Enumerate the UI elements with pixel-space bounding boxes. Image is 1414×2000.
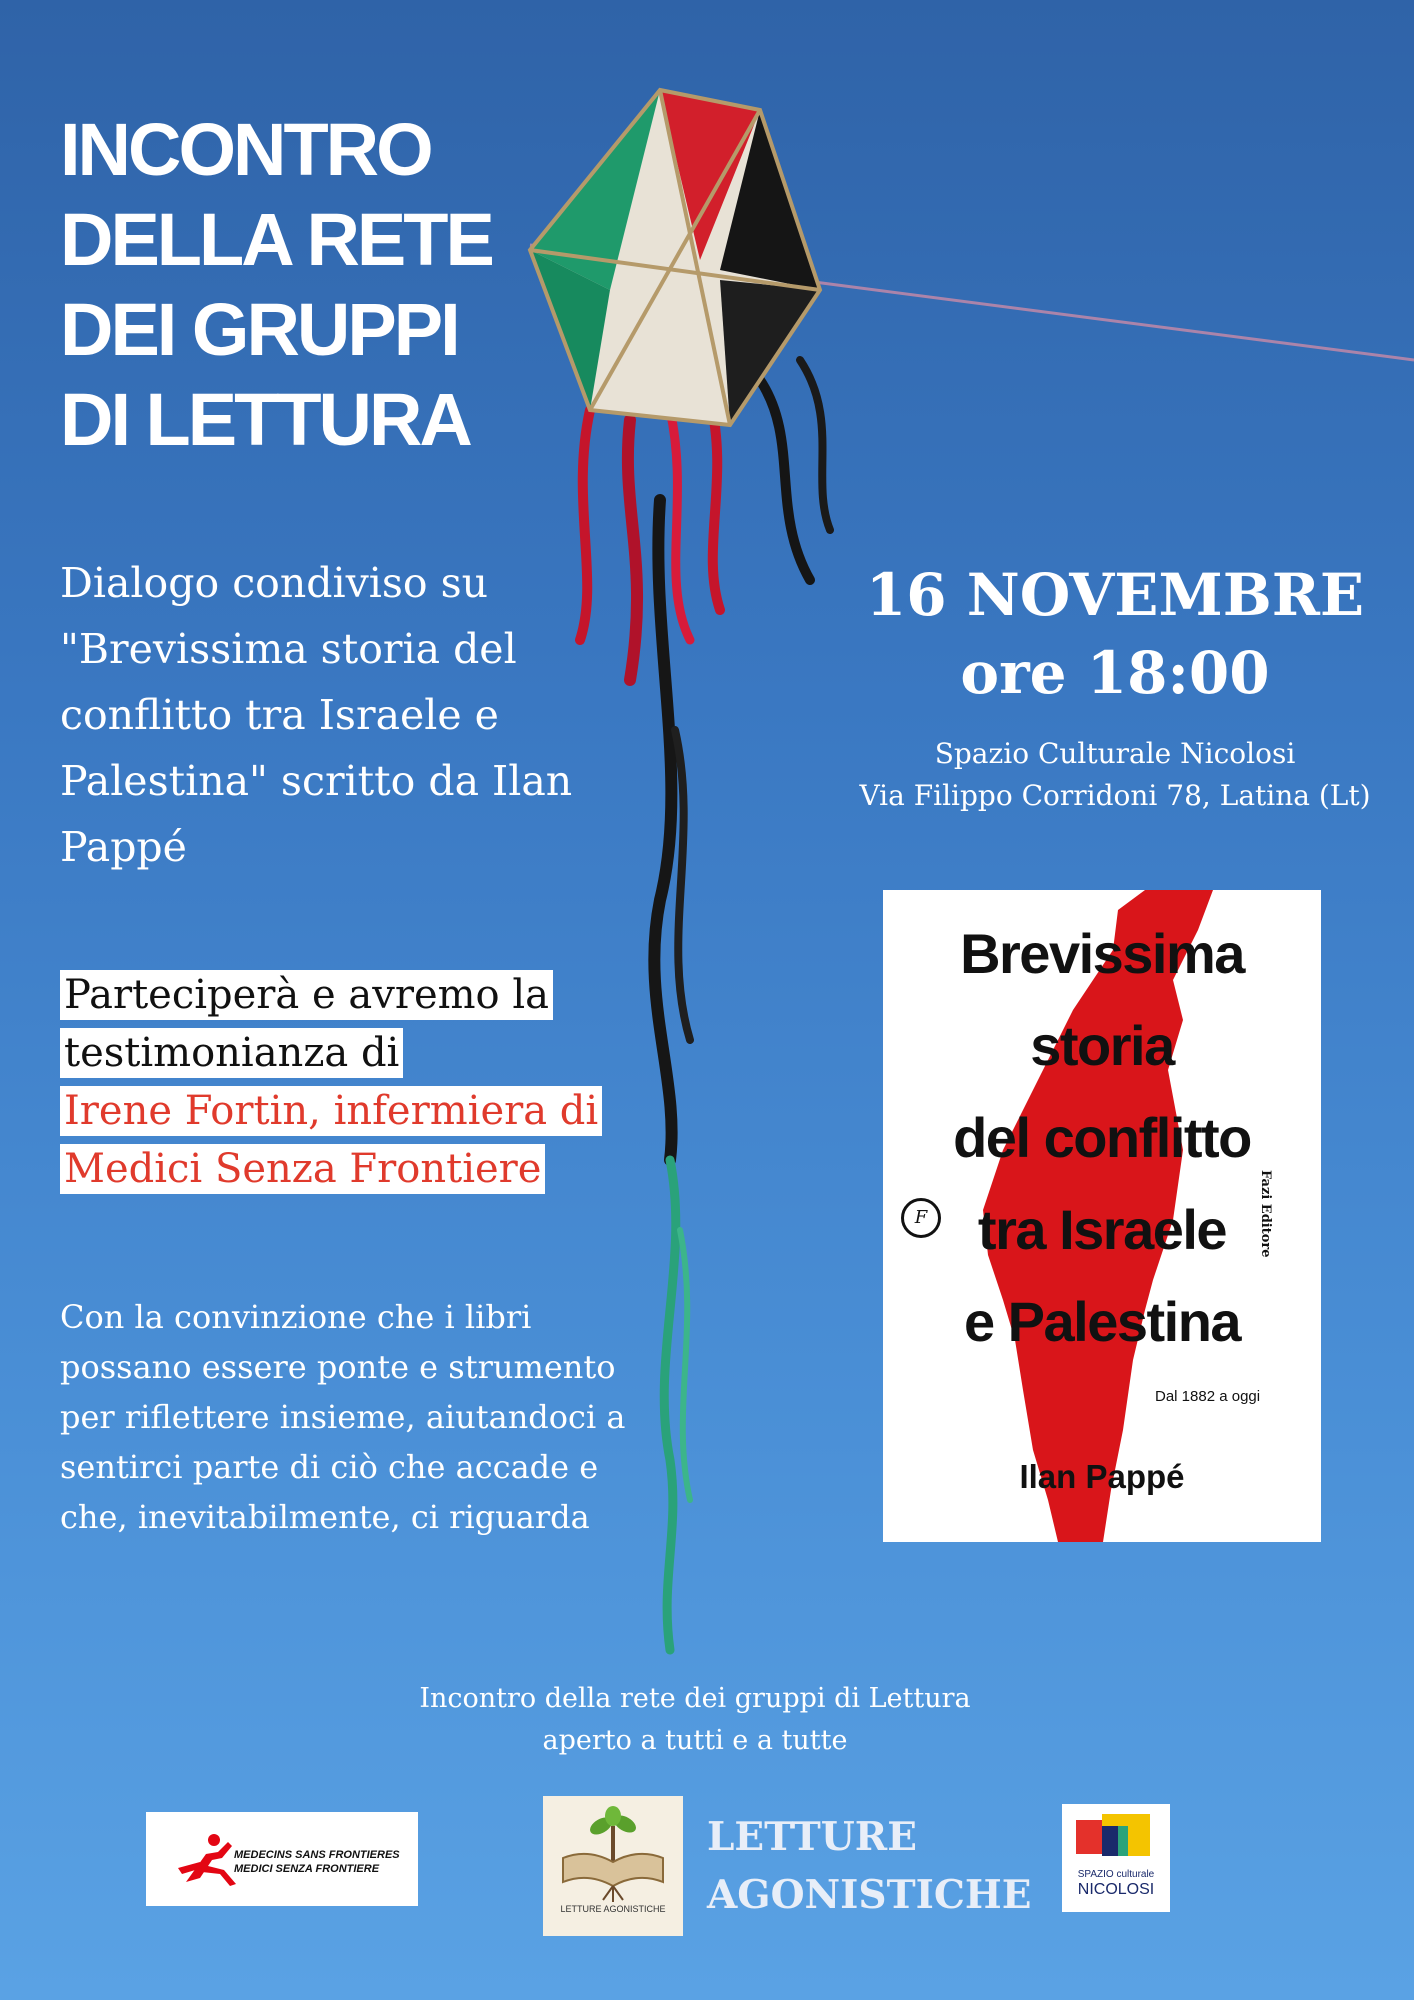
book-title-line: storia (1030, 1014, 1174, 1077)
dialogue-description: Dialogo condiviso su "Brevissima storia del conflitto tra Israele e Palestina" scritto da Ilan Pappé (60, 559, 573, 871)
event-title (60, 105, 580, 465)
book-title-line: Brevissima (960, 922, 1244, 985)
testimony-block (60, 966, 620, 1198)
event-date (840, 556, 1390, 712)
spazio-culturale-logo (1062, 1804, 1170, 1912)
book-title-line: e Palestina (963, 1290, 1241, 1353)
testimony-line: testimonianza di (60, 1028, 403, 1078)
testimony-line: Parteciperà e avremo la (60, 970, 553, 1020)
title-line: INCONTRO (60, 108, 431, 191)
book-title-line: del conflitto (953, 1106, 1251, 1169)
la-text-line: LETTURE (707, 1814, 917, 1860)
book-title-line: tra Israele (977, 1198, 1227, 1261)
date-text: 16 NOVEMBRE (865, 561, 1365, 629)
book-title (883, 908, 1321, 1368)
publisher-logo-icon: F (901, 1198, 941, 1238)
spazio-culturale-logo-icon (1062, 1804, 1170, 1870)
letture-agonistiche-text (707, 1808, 1031, 1924)
letture-agonistiche-logo (543, 1796, 683, 1936)
time-text: ore 18:00 (960, 639, 1270, 707)
sc-logo-text: SPAZIO culturale (1077, 1869, 1155, 1880)
la-text-line: AGONISTICHE (707, 1872, 1032, 1918)
footer-line: Incontro della rete dei gruppi di Lettura (419, 1683, 971, 1714)
testimony-speaker: Medici Senza Frontiere (60, 1144, 545, 1194)
msf-text: MEDECINS SANS FRONTIERES (234, 1849, 400, 1861)
footer-note (380, 1678, 1010, 1762)
book-author: Ilan Pappé (1019, 1458, 1185, 1495)
footer-line: aperto a tutti e a tutte (542, 1725, 848, 1756)
book-subtitle: Dal 1882 a oggi (1155, 1388, 1261, 1405)
testimony-speaker: Irene Fortin, infermiera di (60, 1086, 602, 1136)
la-logo-label: LETTURE AGONISTICHE (560, 1904, 666, 1914)
title-line: DI LETTURA (60, 378, 470, 461)
title-line: DELLA RETE (60, 198, 492, 281)
venue-address: Via Filippo Corridoni 78, Latina (Lt) (859, 779, 1371, 812)
event-venue (840, 733, 1390, 817)
conviction-text: Con la convinzione che i libri possano essere ponte e strumento per riflettere insieme, aiutandoci a sentirci parte di ciò che accade e che, inevitabilmente, ci riguarda (60, 1298, 626, 1536)
book-cover (883, 890, 1321, 1542)
msf-text: MEDICI SENZA FRONTIERE (234, 1863, 380, 1875)
sc-logo-text: NICOLOSI (1077, 1881, 1155, 1898)
venue-name: Spazio Culturale Nicolosi (934, 737, 1296, 770)
title-line: DEI GRUPPI (60, 288, 458, 371)
book-publisher: Fazi Editore (1258, 1170, 1273, 1258)
book-tree-logo-icon (543, 1796, 683, 1904)
msf-logo (146, 1812, 418, 1906)
